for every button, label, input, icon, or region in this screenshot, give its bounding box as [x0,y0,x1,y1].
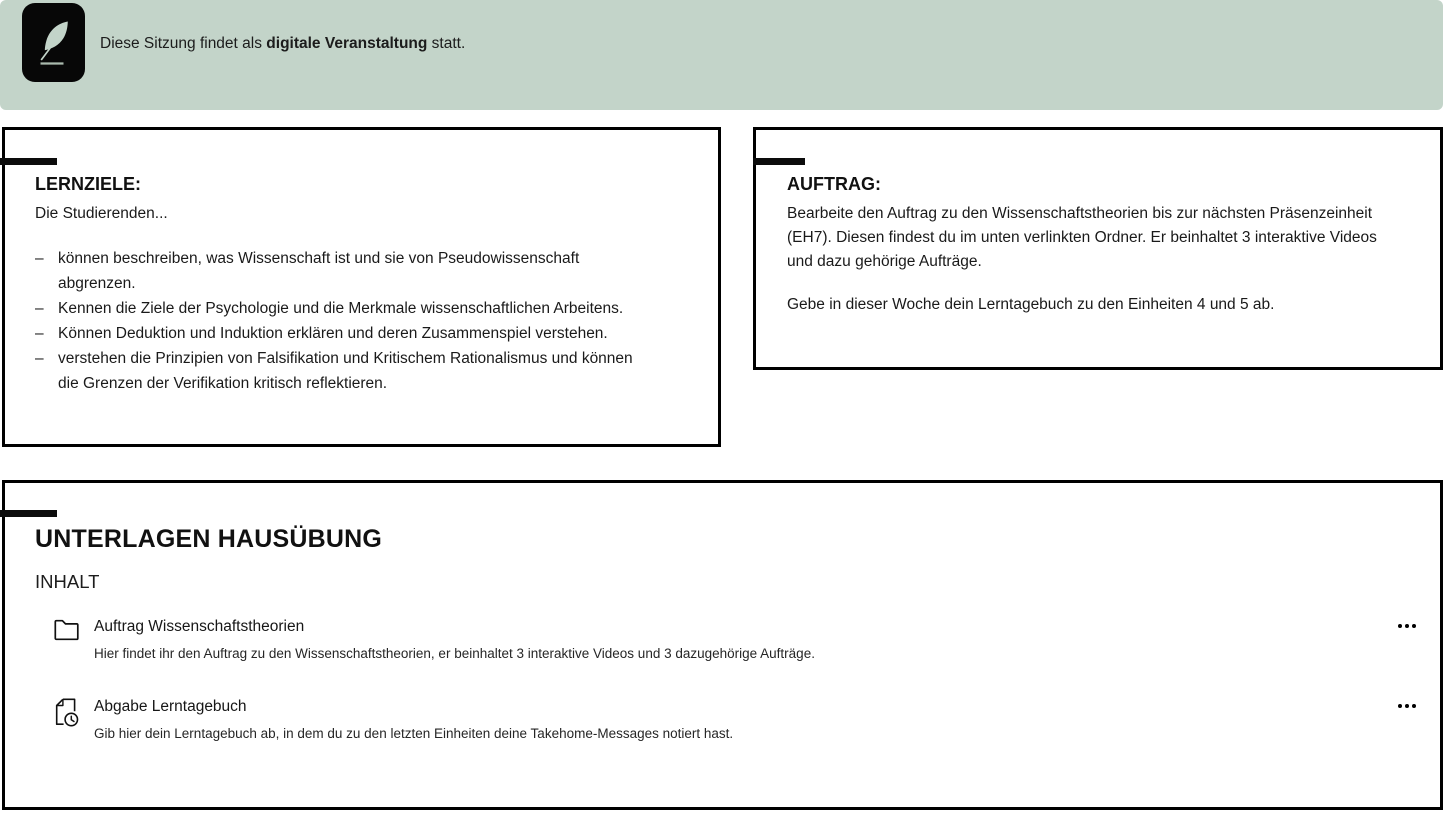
auftrag-card [753,127,1443,370]
folder-icon [53,616,81,641]
goal-item [35,321,688,346]
card-accent-bar [0,158,57,165]
auftrag-paragraph-2: Gebe in dieser Woche dein Lerntagebuch zu den Einheiten 4 und 5 ab. [787,296,1275,313]
item-body [94,616,1392,663]
goal-text: verstehen die Prinzipien von Falsifikation und Kritischem Rationalismus und können die Grenzen der Verifikation kritisch reflektieren. [58,350,633,392]
dash-bullet: – [35,350,44,367]
ellipsis-icon [1398,704,1402,708]
goal-text: können beschreiben, was Wissenschaft ist und sie von Pseudowissenschaft abgrenzen. [58,250,580,292]
banner-message-bold: digitale Veranstaltung [266,35,428,52]
content-item-assignment [35,696,1418,743]
goal-item [35,246,688,296]
quill-icon [22,3,85,82]
lernziele-title: LERNZIELE: [35,174,141,194]
banner-message-suffix: statt. [427,35,466,52]
dash-bullet: – [35,250,44,267]
card-accent-bar [0,510,57,517]
dash-bullet: – [35,325,44,342]
goal-text: Können Deduktion und Induktion erklären und deren Zusammenspiel verstehen. [58,325,608,342]
lernziele-card [2,127,721,447]
lernziele-intro: Die Studierenden... [35,205,168,222]
ellipsis-icon [1412,624,1416,628]
ellipsis-icon [1405,624,1409,628]
ellipsis-icon [1398,624,1402,628]
auftrag-title: AUFTRAG: [787,174,881,194]
dash-bullet: – [35,300,44,317]
ellipsis-icon [1412,704,1416,708]
content-item-list [35,616,1418,743]
goal-text: Kennen die Ziele der Psychologie und die Merkmale wissenschaftlichen Arbeitens. [58,300,624,317]
options-menu-button[interactable] [1392,696,1418,714]
ellipsis-icon [1405,704,1409,708]
unterlagen-title: UNTERLAGEN HAUSÜBUNG [35,525,383,553]
unterlagen-card [2,480,1443,810]
card-accent-bar [753,158,805,165]
item-title-link[interactable]: Auftrag Wissenschaftstheorien [94,618,305,635]
banner-message [100,34,465,54]
file-clock-icon [53,696,81,728]
options-menu-button[interactable] [1392,616,1418,634]
goal-item [35,296,688,321]
item-description: Hier findet ihr den Auftrag zu den Wissenschaftstheorien, er beinhaltet 3 interaktive Videos und 3 dazugehörige Aufträge. [94,646,815,661]
banner-message-prefix: Diese Sitzung findet als [100,35,267,52]
item-title-link[interactable]: Abgabe Lerntagebuch [94,698,247,715]
session-banner [0,0,1443,110]
item-description: Gib hier dein Lerntagebuch ab, in dem du zu den letzten Einheiten deine Takehome-Messages notiert hast. [94,726,734,741]
item-body [94,696,1392,743]
goal-item [35,346,688,396]
inhalt-label: INHALT [35,571,100,592]
lernziele-list [35,246,688,396]
auftrag-paragraph-1: Bearbeite den Auftrag zu den Wissenschaftstheorien bis zur nächsten Präsenzeinheit (EH7). Diesen findest du im unten verlinkten Ordner. Er beinhaltet 3 interaktive Videos und dazu gehörige Aufträge. [787,205,1377,270]
content-item-folder [35,616,1418,663]
